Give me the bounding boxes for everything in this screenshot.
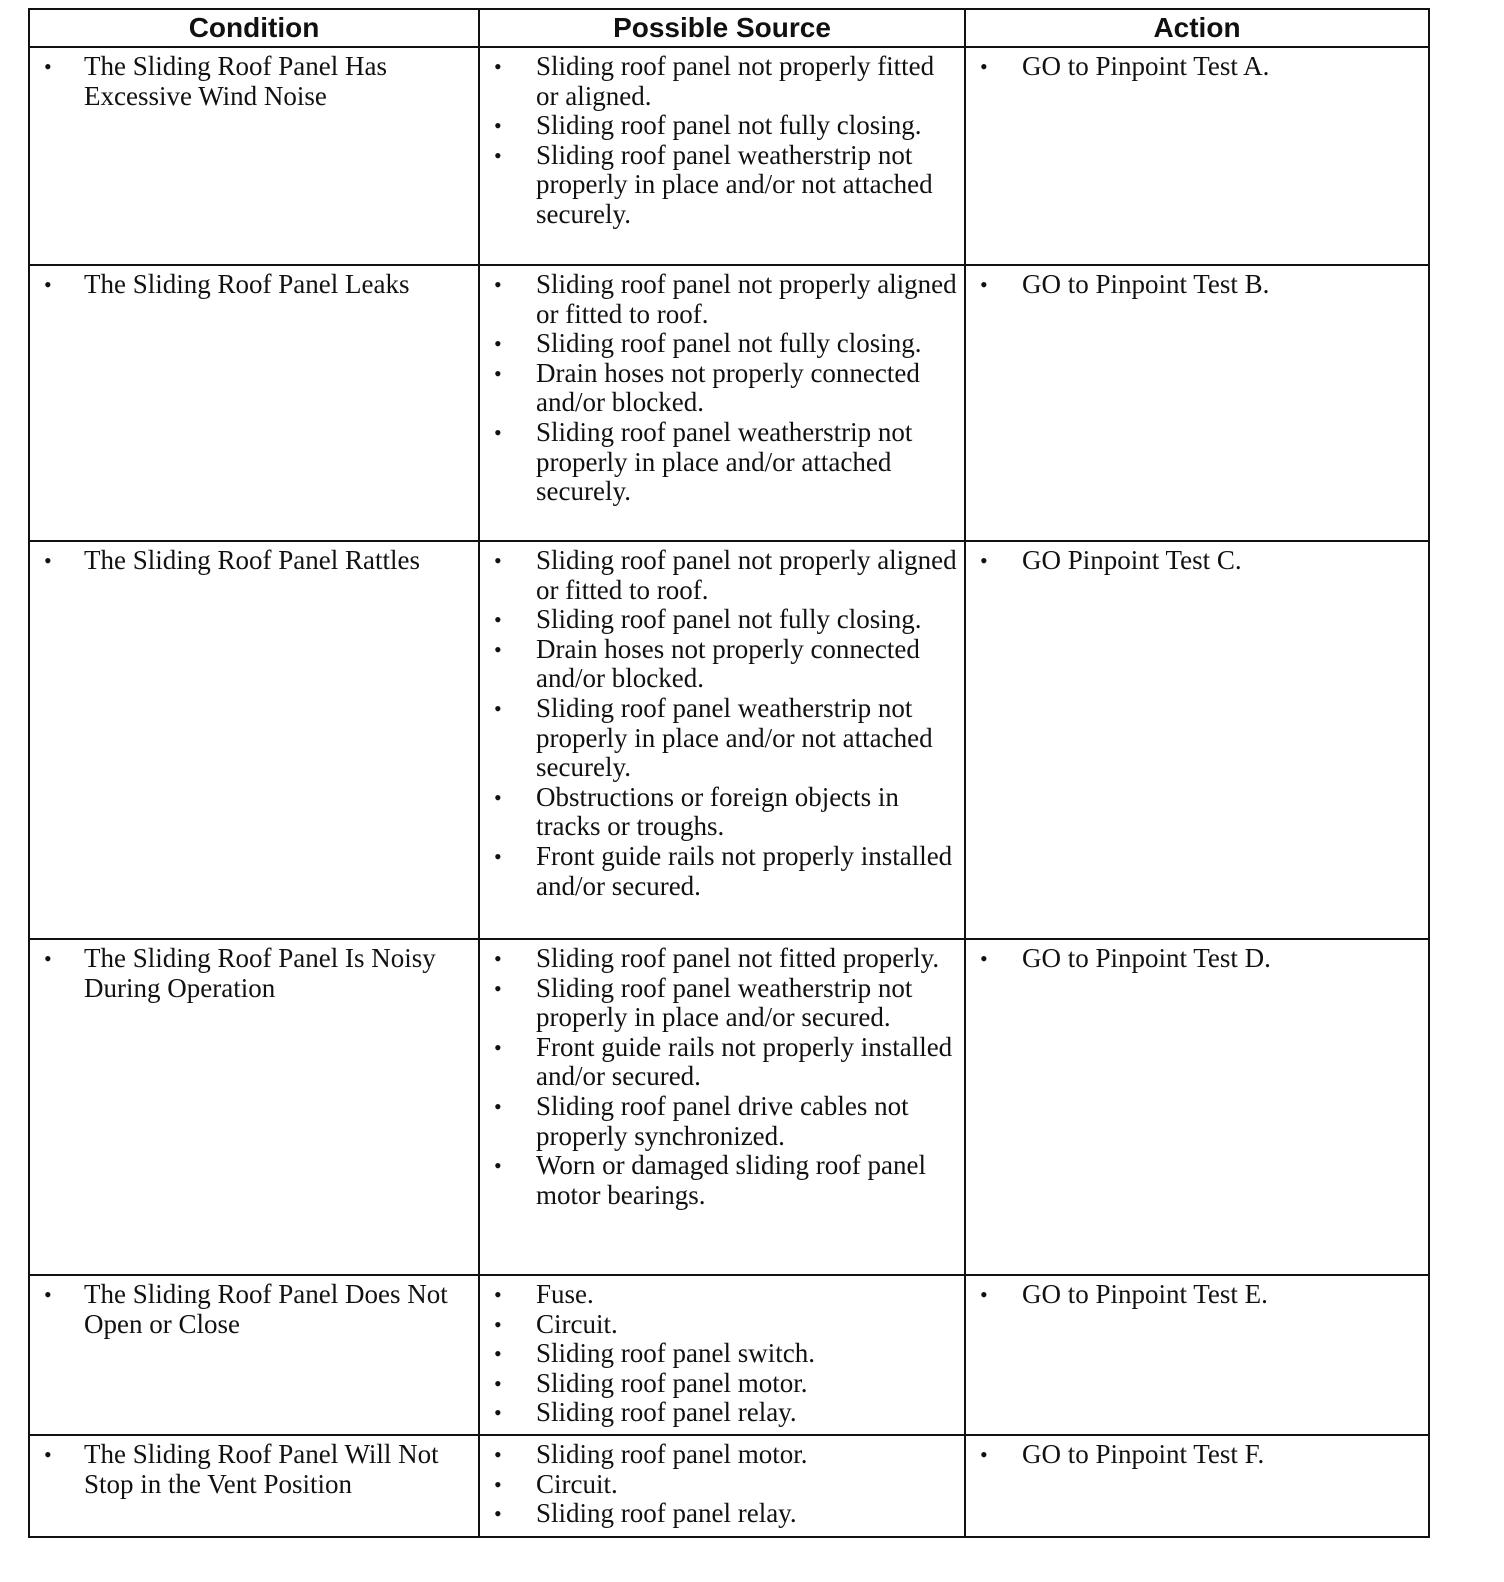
source-item: [490, 1151, 958, 1210]
table-row: [29, 47, 1429, 265]
condition-text: The Sliding Roof Panel Rattles: [84, 545, 420, 575]
action-list: [976, 546, 1422, 576]
source-item: [490, 1369, 958, 1399]
source-item: [490, 1499, 958, 1529]
source-text: Sliding roof panel not properly fitted or aligned.: [536, 51, 935, 111]
action-text: GO to Pinpoint Test A.: [1022, 51, 1270, 81]
bullet-icon: •: [494, 331, 502, 357]
action-cell: [965, 541, 1429, 939]
source-text: Sliding roof panel relay.: [536, 1397, 797, 1428]
action-list: [976, 52, 1422, 82]
source-list: [490, 944, 958, 1210]
bullet-icon: •: [44, 1282, 52, 1307]
source-text: Sliding roof panel weatherstrip not properly in place and/or not attached securely.: [536, 139, 933, 229]
bullet-icon: •: [494, 695, 502, 721]
source-text: Sliding roof panel motor.: [536, 1439, 808, 1469]
bullet-icon: •: [494, 784, 502, 810]
source-list: [490, 1440, 958, 1529]
condition-list: [40, 52, 472, 111]
condition-item: [40, 270, 472, 300]
source-text: Sliding roof panel motor.: [536, 1367, 808, 1398]
bullet-icon: •: [494, 113, 502, 139]
source-item: [490, 1398, 958, 1428]
source-item: [490, 1310, 958, 1340]
condition-text: The Sliding Roof Panel Will Not Stop in the Vent Position: [84, 1439, 439, 1499]
action-cell: [965, 939, 1429, 1275]
bullet-icon: •: [980, 272, 988, 297]
source-list: [490, 546, 958, 901]
condition-list: [40, 944, 472, 1003]
bullet-icon: •: [494, 54, 502, 79]
source-text: Sliding roof panel switch.: [536, 1338, 815, 1369]
action-item: [976, 546, 1422, 576]
source-item: [490, 1092, 958, 1151]
bullet-icon: •: [494, 142, 502, 168]
action-text: GO to Pinpoint Test E.: [1022, 1279, 1268, 1309]
condition-text: The Sliding Roof Panel Is Noisy During Operation: [84, 943, 436, 1003]
bullet-icon: •: [494, 636, 502, 662]
source-item: [490, 974, 958, 1033]
source-text: Front guide rails not properly installed and/or secured.: [536, 840, 953, 901]
bullet-icon: •: [494, 1501, 502, 1527]
condition-item: [40, 1440, 472, 1499]
source-text: Circuit.: [536, 1308, 618, 1339]
source-text: Sliding roof panel not fitted properly.: [536, 943, 940, 973]
action-item: [976, 944, 1422, 974]
source-text: Sliding roof panel not properly aligned or fitted to roof.: [536, 269, 957, 329]
source-text: Sliding roof panel not fully closing.: [536, 604, 922, 635]
source-text: Obstructions or foreign objects in tracks or troughs.: [536, 781, 899, 842]
source-list: [490, 52, 958, 230]
condition-cell: [29, 939, 479, 1275]
condition-item: [40, 944, 472, 1003]
condition-item: [40, 52, 472, 111]
condition-cell: [29, 541, 479, 939]
bullet-icon: •: [494, 360, 502, 386]
condition-cell: [29, 1275, 479, 1435]
possible-source-cell: [479, 541, 965, 939]
table-body: [29, 47, 1429, 1537]
source-item: [490, 1280, 958, 1310]
diagnosis-table: [28, 8, 1430, 1538]
action-text: GO Pinpoint Test C.: [1022, 545, 1242, 575]
source-text: Worn or damaged sliding roof panel motor bearings.: [536, 1150, 926, 1210]
source-item: [490, 52, 958, 111]
condition-cell: [29, 265, 479, 541]
possible-source-cell: [479, 1275, 965, 1435]
bullet-icon: •: [44, 54, 52, 79]
diagnosis-table-container: [28, 8, 1428, 1538]
source-item: [490, 329, 958, 359]
bullet-icon: •: [494, 548, 502, 573]
condition-item: [40, 1280, 472, 1339]
bullet-icon: •: [494, 272, 502, 297]
action-item: [976, 1440, 1422, 1470]
source-item: [490, 842, 958, 901]
action-item: [976, 52, 1422, 82]
bullet-icon: •: [980, 54, 988, 79]
action-list: [976, 944, 1422, 974]
bullet-icon: •: [494, 419, 502, 445]
source-item: [490, 1033, 958, 1092]
source-item: [490, 359, 958, 418]
bullet-icon: •: [494, 1370, 502, 1396]
header-condition: Condition: [29, 9, 479, 47]
bullet-icon: •: [494, 607, 502, 633]
condition-list: [40, 546, 472, 576]
source-text: Fuse.: [536, 1279, 594, 1309]
source-item: [490, 635, 958, 694]
bullet-icon: •: [494, 1282, 502, 1307]
table-row: [29, 1435, 1429, 1537]
action-cell: [965, 1275, 1429, 1435]
action-cell: [965, 47, 1429, 265]
source-item: [490, 1440, 958, 1470]
condition-text: The Sliding Roof Panel Leaks: [84, 269, 410, 299]
source-item: [490, 694, 958, 783]
source-text: Circuit.: [536, 1468, 618, 1499]
source-text: Sliding roof panel drive cables not properly synchronized.: [536, 1090, 909, 1151]
source-text: Sliding roof panel not fully closing.: [536, 328, 922, 359]
bullet-icon: •: [980, 548, 988, 573]
condition-item: [40, 546, 472, 576]
bullet-icon: •: [494, 1153, 502, 1179]
bullet-icon: •: [44, 946, 52, 971]
source-text: Sliding roof panel relay.: [536, 1498, 797, 1529]
source-text: Sliding roof panel not fully closing.: [536, 110, 922, 141]
source-text: Sliding roof panel not properly aligned or fitted to roof.: [536, 545, 957, 605]
table-row: [29, 541, 1429, 939]
action-item: [976, 1280, 1422, 1310]
source-item: [490, 1339, 958, 1369]
bullet-icon: •: [494, 1471, 502, 1497]
source-item: [490, 111, 958, 141]
bullet-icon: •: [980, 946, 988, 971]
header-action: Action: [965, 9, 1429, 47]
condition-text: The Sliding Roof Panel Does Not Open or Close: [84, 1279, 448, 1339]
source-item: [490, 418, 958, 507]
bullet-icon: •: [980, 1282, 988, 1307]
possible-source-cell: [479, 265, 965, 541]
possible-source-cell: [479, 47, 965, 265]
action-cell: [965, 265, 1429, 541]
source-item: [490, 546, 958, 605]
bullet-icon: •: [494, 1341, 502, 1367]
source-text: Sliding roof panel weatherstrip not properly in place and/or secured.: [536, 972, 913, 1033]
source-text: Sliding roof panel weatherstrip not properly in place and/or not attached securely.: [536, 692, 933, 783]
condition-cell: [29, 47, 479, 265]
bullet-icon: •: [494, 1093, 502, 1119]
action-item: [976, 270, 1422, 300]
source-item: [490, 783, 958, 842]
source-item: [490, 270, 958, 329]
bullet-icon: •: [980, 1442, 988, 1467]
bullet-icon: •: [494, 1400, 502, 1426]
possible-source-cell: [479, 939, 965, 1275]
source-text: Front guide rails not properly installed and/or secured.: [536, 1031, 953, 1092]
action-list: [976, 1280, 1422, 1310]
table-header-row: [29, 9, 1429, 47]
bullet-icon: •: [494, 975, 502, 1001]
bullet-icon: •: [494, 843, 502, 869]
possible-source-cell: [479, 1435, 965, 1537]
source-list: [490, 270, 958, 507]
source-item: [490, 605, 958, 635]
action-text: GO to Pinpoint Test B.: [1022, 269, 1270, 299]
table-row: [29, 265, 1429, 541]
header-possible-source: Possible Source: [479, 9, 965, 47]
table-row: [29, 1275, 1429, 1435]
action-list: [976, 270, 1422, 300]
source-item: [490, 944, 958, 974]
bullet-icon: •: [494, 1442, 502, 1467]
condition-list: [40, 1440, 472, 1499]
condition-text: The Sliding Roof Panel Has Excessive Wind Noise: [84, 51, 387, 111]
action-text: GO to Pinpoint Test D.: [1022, 943, 1271, 973]
source-text: Drain hoses not properly connected and/or blocked.: [536, 357, 920, 418]
source-item: [490, 141, 958, 230]
action-text: GO to Pinpoint Test F.: [1022, 1439, 1265, 1469]
bullet-icon: •: [494, 1311, 502, 1337]
bullet-icon: •: [44, 272, 52, 297]
source-item: [490, 1470, 958, 1500]
action-cell: [965, 1435, 1429, 1537]
source-list: [490, 1280, 958, 1428]
condition-cell: [29, 1435, 479, 1537]
bullet-icon: •: [44, 548, 52, 573]
condition-list: [40, 1280, 472, 1339]
table-row: [29, 939, 1429, 1275]
condition-list: [40, 270, 472, 300]
bullet-icon: •: [494, 946, 502, 971]
source-text: Drain hoses not properly connected and/or blocked.: [536, 633, 920, 694]
source-text: Sliding roof panel weatherstrip not properly in place and/or attached securely.: [536, 416, 913, 507]
bullet-icon: •: [44, 1442, 52, 1467]
action-list: [976, 1440, 1422, 1470]
bullet-icon: •: [494, 1034, 502, 1060]
